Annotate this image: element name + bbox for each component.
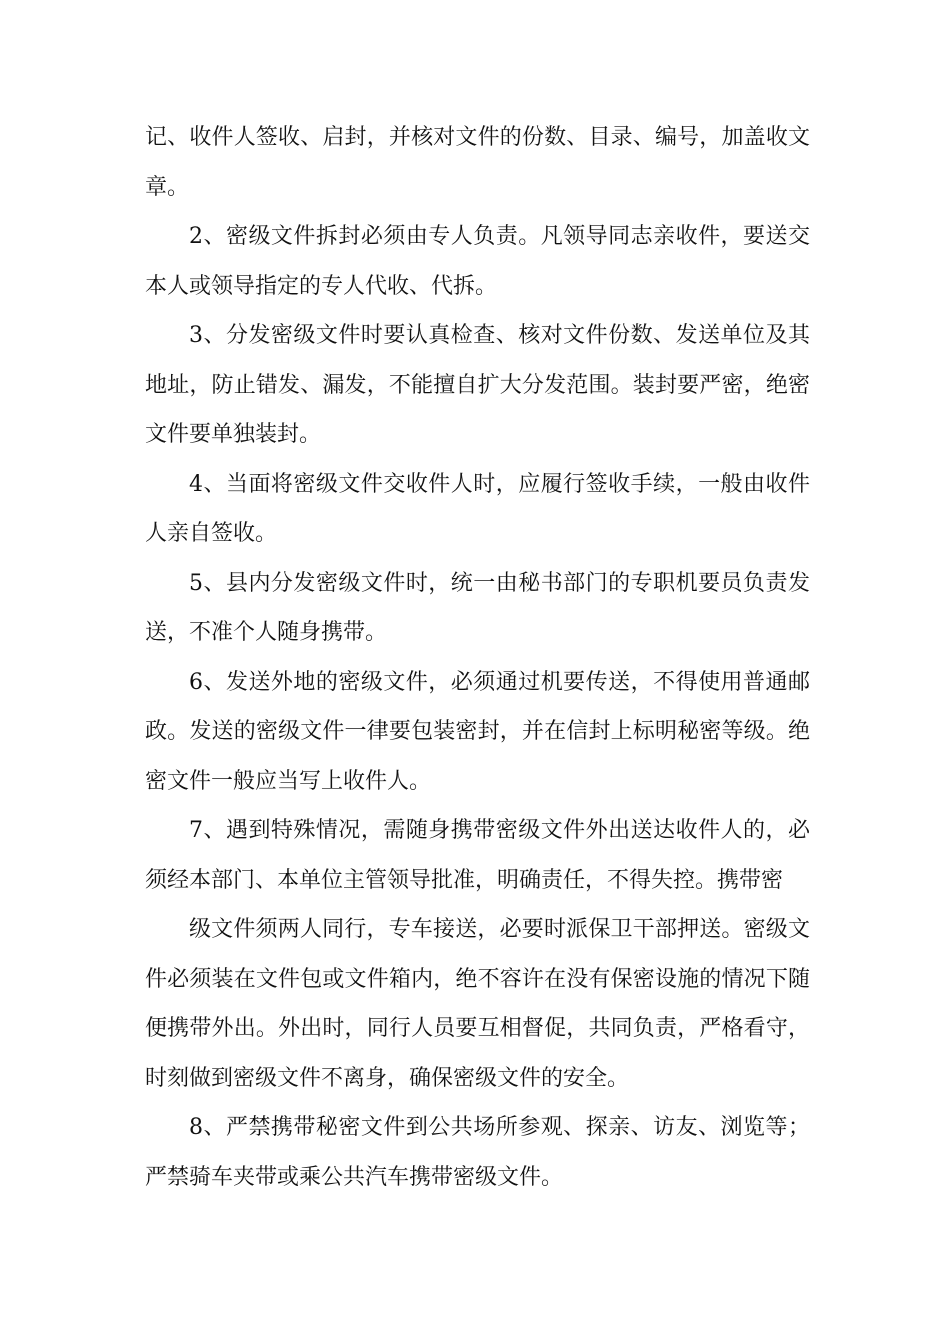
document-body xyxy=(145,113,810,1202)
paragraph-continuation: 记、收件人签收、启封，并核对文件的份数、目录、编号，加盖收文章。 xyxy=(145,125,810,200)
paragraph-item-2: 2、密级文件拆封必须由专人负责。凡领导同志亲收件，要送交本人或领导指定的专人代收、代拆。 xyxy=(145,224,810,299)
paragraph-item-7-continued: 级文件须两人同行，专车接送，必要时派保卫干部押送。密级文件必须装在文件包或文件箱内，绝不容许在没有保密设施的情况下随便携带外出。外出时，同行人员要互相督促，共同负责，严格看守，时刻做到密级文件不离身，确保密级文件的安全。 xyxy=(145,917,810,1091)
paragraph-item-4: 4、当面将密级文件交收件人时，应履行签收手续，一般由收件人亲自签收。 xyxy=(145,471,810,546)
paragraph-item-8: 8、严禁携带秘密文件到公共场所参观、探亲、访友、浏览等；严禁骑车夹带或乘公共汽车携带密级文件。 xyxy=(145,1115,810,1190)
paragraph-item-6: 6、发送外地的密级文件，必须通过机要传送，不得使用普通邮政。发送的密级文件一律要包装密封，并在信封上标明秘密等级。绝密文件一般应当写上收件人。 xyxy=(145,669,810,794)
paragraph-item-5: 5、县内分发密级文件时，统一由秘书部门的专职机要员负责发送，不准个人随身携带。 xyxy=(145,570,810,645)
paragraph-item-7: 7、遇到特殊情况，需随身携带密级文件外出送达收件人的，必须经本部门、本单位主管领导批准，明确责任，不得失控。携带密 xyxy=(145,818,810,893)
paragraph-item-3: 3、分发密级文件时要认真检查、核对文件份数、发送单位及其地址，防止错发、漏发，不能擅自扩大分发范围。装封要严密，绝密文件要单独装封。 xyxy=(145,323,810,447)
